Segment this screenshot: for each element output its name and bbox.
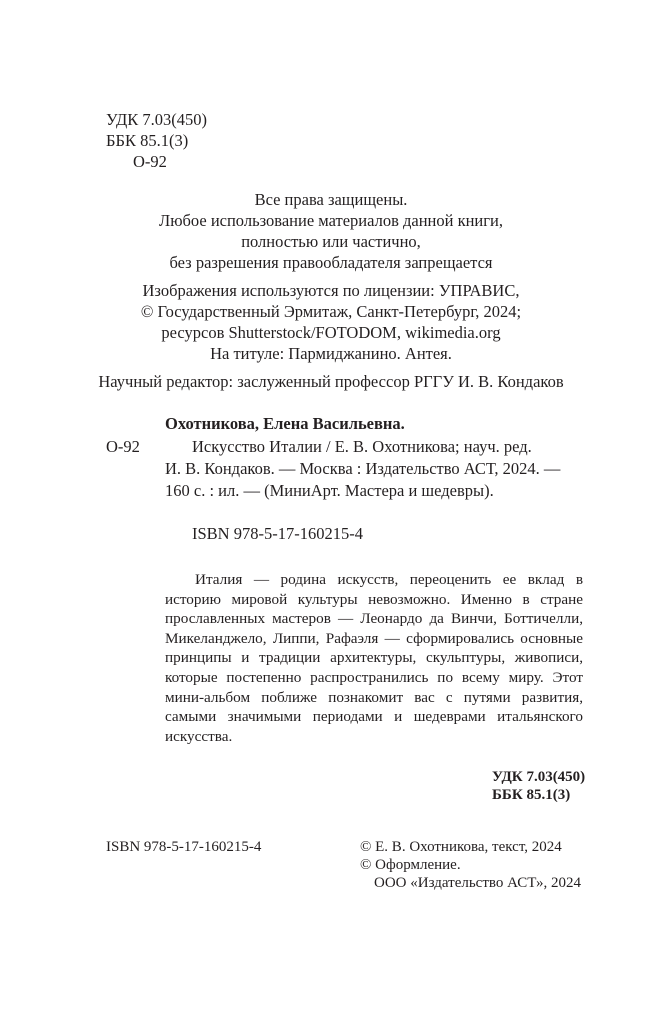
footer-isbn: ISBN 978-5-17-160215-4 bbox=[106, 839, 262, 855]
record-line: Искусство Италии / Е. В. Охотникова; науч. ред. bbox=[192, 437, 532, 456]
author-mark: О-92 bbox=[133, 152, 167, 171]
copyright-line: ООО «Издательство АСТ», 2024 bbox=[374, 875, 581, 891]
scientific-editor: Научный редактор: заслуженный профессор РГГУ И. В. Кондаков bbox=[98, 372, 564, 391]
bbk-code: ББК 85.1(3) bbox=[106, 131, 189, 150]
record-line: И. В. Кондаков. — Москва : Издательство АСТ, 2024. — bbox=[165, 459, 561, 478]
license-line: Изображения используются по лицензии: УПРАВИС, bbox=[142, 281, 520, 300]
license-line: На титуле: Пармиджанино. Антея. bbox=[210, 344, 452, 363]
rights-line: Все права защищены. bbox=[254, 190, 408, 209]
record-isbn: ISBN 978-5-17-160215-4 bbox=[192, 524, 363, 543]
udk-code-bold: УДК 7.03(450) bbox=[492, 769, 586, 785]
record-line: 160 с. : ил. — (МиниАрт. Мастера и шедевры). bbox=[165, 481, 494, 500]
rights-line: Любое использование материалов данной книги, bbox=[159, 211, 503, 230]
rights-line: полностью или частично, bbox=[241, 232, 421, 251]
record-author: Охотникова, Елена Васильевна. bbox=[165, 414, 405, 433]
license-line: ресурсов Shutterstock/FOTODOM, wikimedia.org bbox=[161, 323, 501, 342]
abstract: Италия — родина искусств, переоценить ее вклад в историю мировой культуры невозможно. Именно в стране прославленных мастеров — Леонардо да Винчи, Боттичелли, Микеланджело, Липпи, Рафаэля — сформировались основные принципы и традиции архитектуры, скульптуры, живописи, которые постепенно распространились по всему миру. Этот мини-альбом поближе познакомит вас с путями развития, самыми значимыми периодами и шедеврами итальянского искусства. bbox=[165, 571, 583, 745]
udk-code: УДК 7.03(450) bbox=[106, 110, 208, 129]
rights-line: без разрешения правообладателя запрещается bbox=[169, 253, 493, 272]
license-line: © Государственный Эрмитаж, Санкт-Петербург, 2024; bbox=[140, 302, 522, 321]
record-mark: О-92 bbox=[106, 437, 140, 456]
bbk-code-bold: ББК 85.1(3) bbox=[492, 787, 571, 803]
copyright-line: © Е. В. Охотникова, текст, 2024 bbox=[360, 839, 562, 855]
copyright-line: © Оформление. bbox=[360, 857, 461, 873]
